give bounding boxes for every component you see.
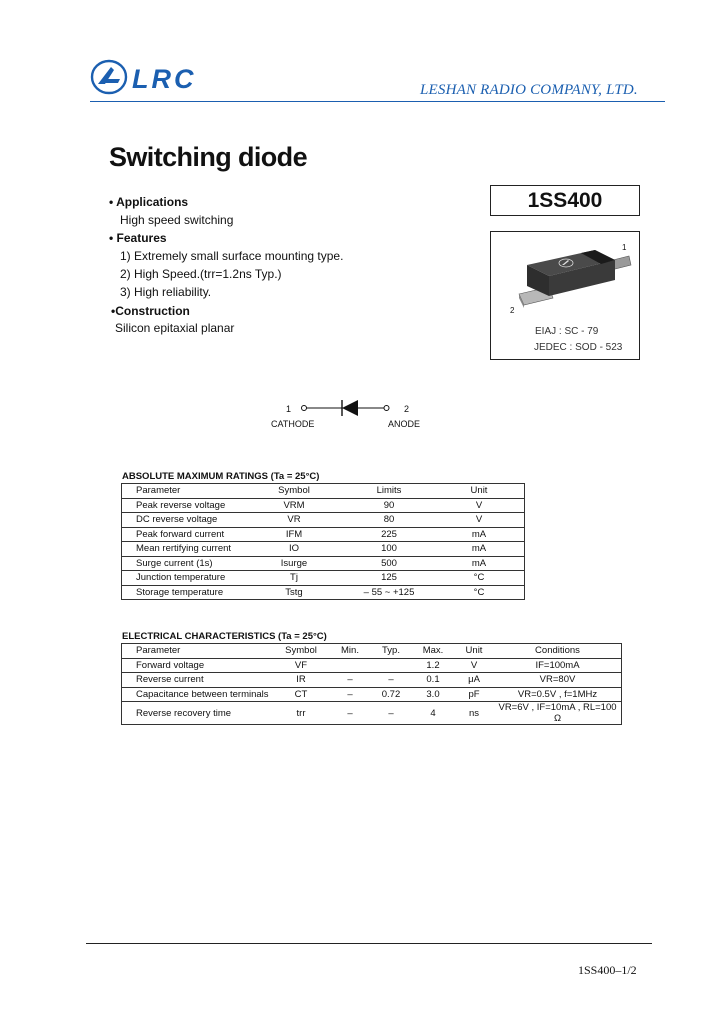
features-heading: • Features <box>109 231 167 245</box>
table-cell: 225 <box>344 527 434 542</box>
table-cell: Isurge <box>244 556 344 571</box>
table-cell: trr <box>272 702 330 725</box>
header-cell: Unit <box>470 485 488 497</box>
feature-item: 1) Extremely small surface mounting type. <box>120 249 344 263</box>
table-cell: 100 <box>344 542 434 557</box>
company-name: LESHAN RADIO COMPANY, LTD. <box>420 82 638 98</box>
table-cell: Surge current (1s) <box>122 556 244 571</box>
diode-symbol <box>298 398 392 418</box>
header-cell: Max. <box>422 645 444 657</box>
table-cell: 500 <box>344 556 434 571</box>
table-cell: V <box>434 498 524 513</box>
table-cell: Junction temperature <box>122 571 244 586</box>
table-cell: IO <box>244 542 344 557</box>
footer-rule <box>86 943 652 944</box>
table-cell: VRM <box>244 498 344 513</box>
header-rule <box>90 101 665 102</box>
table-cell: Tj <box>244 571 344 586</box>
table-cell: – 55 ~ +125 <box>344 585 434 599</box>
construction-line: Silicon epitaxial planar <box>115 321 235 335</box>
table-cell: 0.1 <box>412 673 454 688</box>
anode-label: ANODE <box>388 419 421 429</box>
table-cell: Mean rertifying current <box>122 542 244 557</box>
applications-line: High speed switching <box>120 213 234 227</box>
table-cell: – <box>330 673 370 688</box>
table-cell: Reverse current <box>122 673 272 688</box>
table-row <box>122 571 524 586</box>
table-cell: mA <box>434 527 524 542</box>
table-cell: DC reverse voltage <box>122 513 244 528</box>
company-logo <box>90 58 220 98</box>
table-cell: VR=80V <box>494 673 621 688</box>
applications-heading: • Applications <box>109 195 189 209</box>
table-cell: VR=6V , IF=10mA , RL=100 Ω <box>494 702 621 725</box>
table-cell: – <box>370 702 412 725</box>
table-cell: 3.0 <box>412 687 454 702</box>
table-row <box>122 527 524 542</box>
diode-pin1: 1 <box>286 404 292 414</box>
table-cell: Peak forward current <box>122 527 244 542</box>
table-cell: mA <box>434 542 524 557</box>
table-cell: – <box>330 702 370 725</box>
header-cell: Unit <box>465 645 483 657</box>
table-row <box>122 673 621 688</box>
table-cell: Tstg <box>244 585 344 599</box>
table-cell: Reverse recovery time <box>122 702 272 725</box>
header-cell: Symbol <box>285 645 317 657</box>
table-row <box>122 585 524 599</box>
table-cell: 125 <box>344 571 434 586</box>
table-cell: 4 <box>412 702 454 725</box>
header-cell: Symbol <box>278 485 310 497</box>
table-row <box>122 542 524 557</box>
table-cell: °C <box>434 585 524 599</box>
table-cell: VR=0.5V , f=1MHz <box>494 687 621 702</box>
diode-pin2: 2 <box>404 404 410 414</box>
table-cell: – <box>370 673 412 688</box>
table-cell <box>370 658 412 673</box>
header-cell: Parameter <box>136 485 181 497</box>
part-number-box: 1SS400 <box>490 185 640 216</box>
elec-caption: ELECTRICAL CHARACTERISTICS (Ta = 25°C) <box>122 631 327 642</box>
header-cell: Conditions <box>535 645 580 657</box>
table-cell: Forward voltage <box>122 658 272 673</box>
table-cell: IR <box>272 673 330 688</box>
abs-max-table <box>121 483 525 600</box>
header-cell: Limits <box>376 485 402 497</box>
table-cell: CT <box>272 687 330 702</box>
cathode-label: CATHODE <box>271 419 315 429</box>
table-header-row <box>122 644 621 658</box>
package-pin1-label: 1 <box>622 243 627 252</box>
abs-max-caption: ABSOLUTE MAXIMUM RATINGS (Ta = 25°C) <box>122 471 320 482</box>
table-cell: V <box>434 513 524 528</box>
table-row <box>122 687 621 702</box>
table-cell: – <box>330 687 370 702</box>
page-number: 1SS400–1/2 <box>578 963 637 977</box>
table-row <box>122 702 621 725</box>
header-cell: Min. <box>341 645 359 657</box>
table-row <box>122 556 524 571</box>
table-cell: Storage temperature <box>122 585 244 599</box>
package-box <box>490 231 640 360</box>
feature-item: 2) High Speed.(trr=1.2ns Typ.) <box>120 267 282 281</box>
package-jedec: JEDEC : SOD - 523 <box>534 342 623 353</box>
header-cell: Typ. <box>382 645 400 657</box>
table-cell: 90 <box>344 498 434 513</box>
table-cell: μA <box>454 673 494 688</box>
table-row <box>122 513 524 528</box>
table-row <box>122 658 621 673</box>
table-cell: V <box>454 658 494 673</box>
construction-heading: •Construction <box>111 304 190 318</box>
table-cell <box>330 658 370 673</box>
table-cell: 1.2 <box>412 658 454 673</box>
page-title: Switching diode <box>109 142 307 172</box>
table-cell: pF <box>454 687 494 702</box>
logo-text: LRC <box>132 64 197 94</box>
elec-table <box>121 643 622 725</box>
table-cell: VF <box>272 658 330 673</box>
table-row <box>122 498 524 513</box>
package-pin2-label: 2 <box>510 306 515 315</box>
table-cell: VR <box>244 513 344 528</box>
package-eiaj: EIAJ : SC - 79 <box>535 326 599 337</box>
table-cell: IF=100mA <box>494 658 621 673</box>
table-cell: Peak reverse voltage <box>122 498 244 513</box>
table-cell: Capacitance between terminals <box>122 687 272 702</box>
header-cell: Parameter <box>136 645 181 657</box>
table-header-row <box>122 484 524 498</box>
table-cell: °C <box>434 571 524 586</box>
table-cell: ns <box>454 702 494 725</box>
table-cell: 0.72 <box>370 687 412 702</box>
table-cell: mA <box>434 556 524 571</box>
feature-item: 3) High reliability. <box>120 285 212 299</box>
table-cell: IFM <box>244 527 344 542</box>
table-cell: 80 <box>344 513 434 528</box>
